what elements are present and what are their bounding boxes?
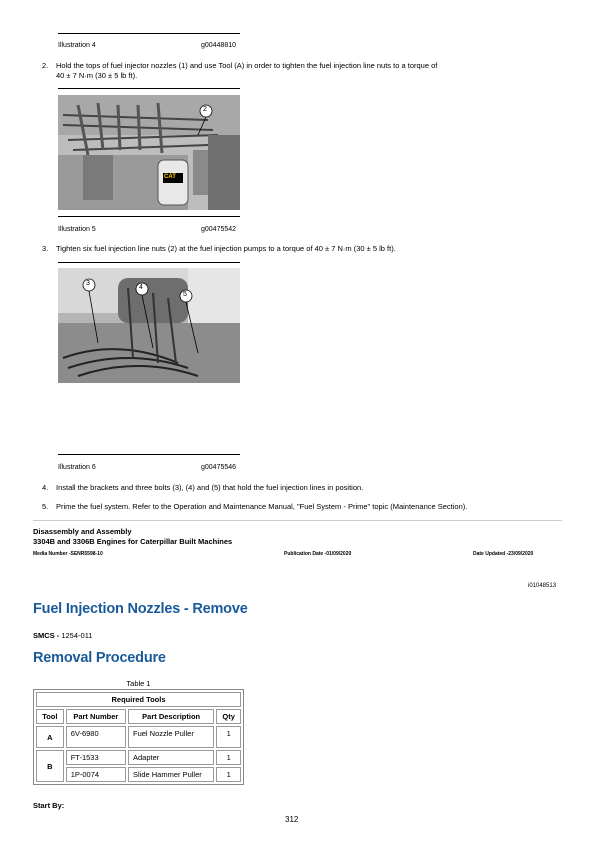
step-2-text-cont: 40 ± 7 N·m (30 ± 5 lb ft). [56,71,138,80]
illustration-6-bottom-rule [58,454,240,455]
engine-photo-illustration-5 [58,95,240,210]
illustration-5-code: g00475542 [201,226,237,233]
part-description-cell: Adapter [128,750,214,765]
column-header-qty: Qty [216,709,241,724]
step-3-number: 3. [42,244,49,253]
table-caption: Table 1 [126,679,151,688]
qty-cell: 1 [216,767,241,782]
step-5-text: Prime the fuel system. Refer to the Operation and Maintenance Manual, "Fuel System - Prime" topic (Maintenance Section). [56,502,468,511]
part-number-cell: FT-1533 [66,750,126,765]
page-number: 312 [285,815,299,824]
table-row [36,726,241,748]
illustration-6-label: Illustration 6 [58,464,96,471]
callout-3: 3 [86,280,90,287]
column-header-tool: Tool [36,709,64,724]
step-2-number: 2. [42,61,49,70]
smcs-label: SMCS - [33,631,62,640]
publication-date: Publication Date -01/09/2020 [284,551,352,557]
illustration-6-top-rule [58,262,240,263]
step-4-text: Install the brackets and three bolts (3), (4) and (5) that hold the fuel injection lines in position. [56,483,364,492]
part-number-cell: 6V-6980 [66,726,126,748]
callout-5: 5 [183,291,187,298]
smcs-line [33,631,92,640]
illustration-4-label: Illustration 4 [58,42,96,49]
callout-4: 4 [139,284,143,291]
qty-cell: 1 [216,750,241,765]
column-header-part-description: Part Description [128,709,214,724]
qty-cell: 1 [216,726,241,748]
required-tools-table [33,689,244,785]
step-4-number: 4. [42,483,49,492]
illustration-4-top-rule [58,33,240,34]
smcs-value: 1254-011 [61,631,93,640]
part-description-cell: Slide Hammer Puller [128,767,214,782]
media-number: Media Number -SENR5598-10 [33,551,103,557]
table-row [36,750,241,765]
cat-logo: CAT [164,174,176,180]
table-row [36,767,241,782]
tool-cell: B [36,750,64,782]
header-title: Disassembly and Assembly [33,527,132,536]
engine-photo-illustration-6 [58,268,240,383]
header-rule [33,520,562,521]
illustration-5-top-rule [58,88,240,89]
header-subtitle: 3304B and 3306B Engines for Caterpillar Built Machines [33,537,233,546]
illustration-6-code: g00475546 [201,464,237,471]
section-title: Fuel Injection Nozzles - Remove [33,601,248,617]
step-3-text: Tighten six fuel injection line nuts (2) at the fuel injection pumps to a torque of 40 ± 7 N·m (30 ± 5 lb ft). [56,244,396,253]
document-id: i01048513 [528,583,557,589]
part-description-cell: Fuel Nozzle Puller [128,726,214,748]
illustration-5-label: Illustration 5 [58,226,96,233]
step-5-number: 5. [42,502,49,511]
start-by-label: Start By: [33,801,65,810]
part-number-cell: 1P-0074 [66,767,126,782]
column-header-part-number: Part Number [66,709,126,724]
illustration-5-bottom-rule [58,216,240,217]
table-title: Required Tools [36,692,241,707]
step-2-text: Hold the tops of fuel injector nozzles (1) and use Tool (A) in order to tighten the fuel injection line nuts to a torque of [56,61,438,70]
tool-cell: A [36,726,64,748]
illustration-4-code: g00448810 [201,42,237,49]
procedure-title: Removal Procedure [33,650,166,666]
date-updated: Date Updated -23/09/2020 [473,551,534,557]
callout-2: 2 [203,106,207,113]
